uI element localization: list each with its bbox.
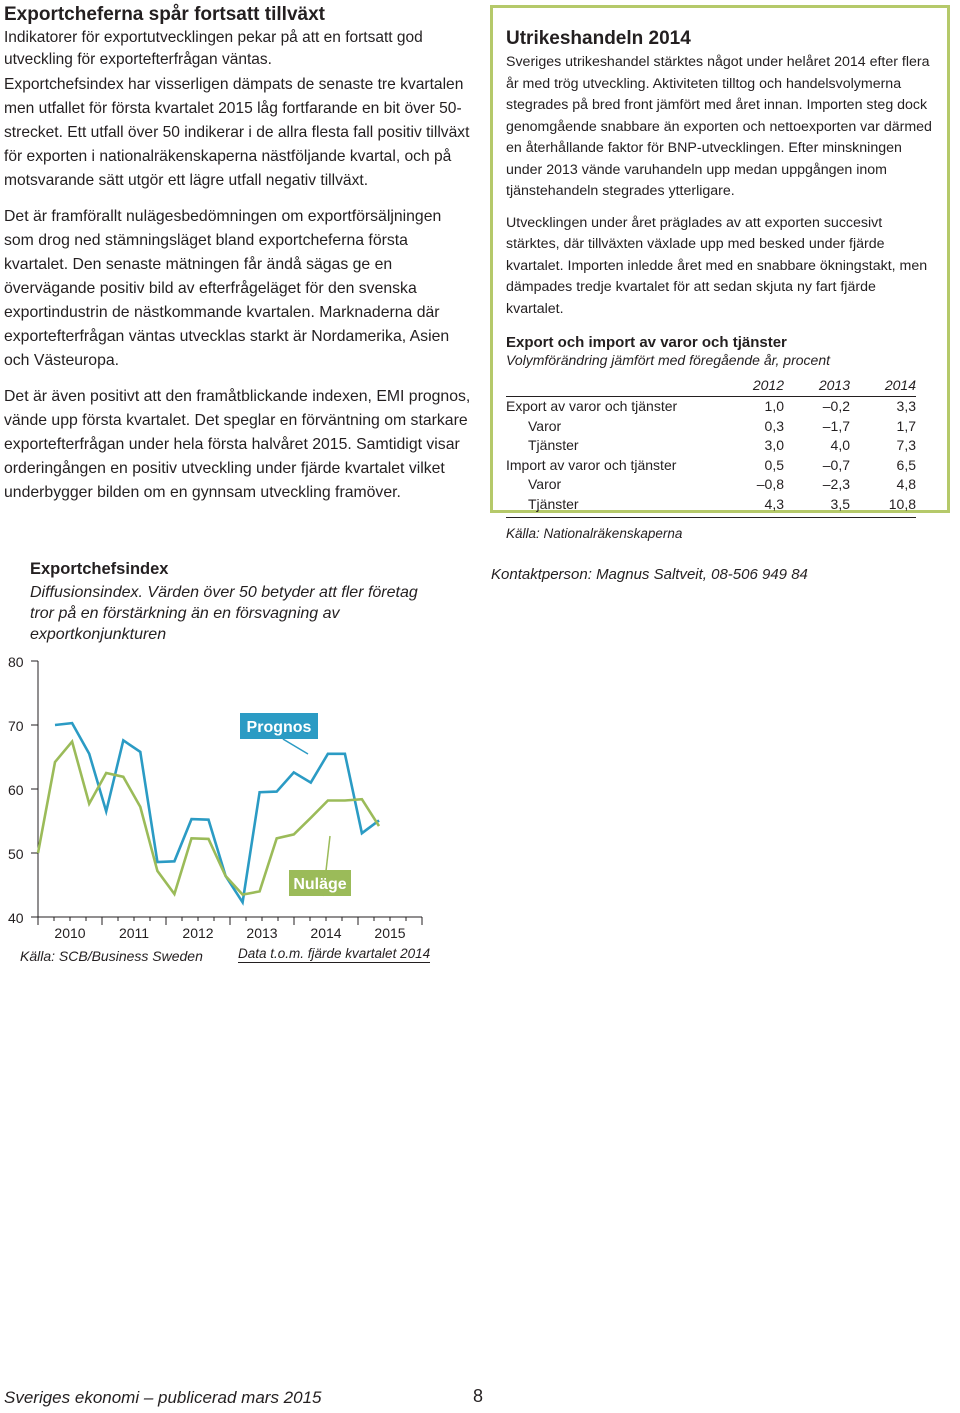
table-row bbox=[506, 436, 916, 456]
table-row bbox=[506, 397, 916, 417]
table-header-year: 2014 bbox=[850, 374, 916, 397]
y-tick-label: 60 bbox=[8, 782, 24, 798]
table-cell: 4,0 bbox=[830, 437, 850, 453]
table-cell: 4,8 bbox=[896, 476, 916, 492]
table-cell: 6,5 bbox=[896, 456, 916, 473]
table-cell: 3,5 bbox=[784, 495, 850, 518]
chart-subtitle: Diffusionsindex. Värden över 50 betyder att fler företag tror på en förstärkning än en försvagning av exportkonjunkturen bbox=[30, 584, 418, 643]
table-cell: 3,3 bbox=[896, 398, 916, 414]
table-row-label: Import av varor och tjänster bbox=[506, 456, 677, 473]
table-header-row bbox=[506, 374, 916, 397]
box-paragraph: Sveriges utrikeshandel stärktes något under helåret 2014 efter flera år med trög utveckling. Aktiviteten tilltog och handelsvolymerna stegrades på bred front jämfört med året innan. Importen steg dock genomgående snabbare än exporten och nettoexporten var därmed en återhållande faktor för BNP-utvecklingen. Efter minskningen under 2013 vände varuhandeln upp medan uppgången inom tjänstehandeln stegrades ytterligare. bbox=[506, 54, 932, 199]
table-cell: –1,7 bbox=[822, 417, 850, 434]
table-row-label: Tjänster bbox=[528, 437, 579, 453]
table-cell: –0,7 bbox=[822, 456, 850, 473]
chart-title: Exportchefsindex bbox=[30, 560, 169, 578]
table-row-label: Varor bbox=[528, 417, 562, 434]
x-tick-label: 2011 bbox=[118, 925, 150, 941]
article-title: Exportcheferna spår fortsatt tillväxt bbox=[4, 4, 325, 25]
chart-source: Källa: SCB/Business Sweden bbox=[20, 948, 203, 964]
x-tick-label: 2012 bbox=[182, 925, 214, 941]
table-subtitle: Volymförändring jämfört med föregående år, procent bbox=[506, 352, 830, 368]
label-prognos bbox=[240, 713, 318, 754]
label-prognos-text: Prognos bbox=[246, 719, 312, 736]
table-row-label: Tjänster bbox=[506, 495, 718, 518]
table-row bbox=[506, 456, 916, 476]
article-paragraph: Det är även positivt att den framåtblickande indexen, EMI prognos, vände upp första kvartalet. Det speglar en förväntning om starkare exportefterfrågan under hela första halvåret 2015. Samtidigt visar orderingången en positiv utveckling under fjärde kvartalet vilket underbygger bilden om en gynnsam utveckling framöver. bbox=[4, 388, 471, 501]
label-nulage-text: Nuläge bbox=[293, 876, 347, 893]
x-tick-label: 2013 bbox=[246, 925, 278, 941]
article-paragraph: Exportchefsindex har visserligen dämpats de senaste tre kvartalen men utfallet för första kvartalet 2015 låg fortfarande en bit över 50-strecket. Ett utfall över 50 indikerar i de allra flesta fall positiv tillväxt för exporten i nationalräkenskaperna nästföljande kvartal, och på motsvarande sätt utgör ett lägre utfall negativ tillväxt. bbox=[4, 76, 470, 189]
x-tick-label: 2010 bbox=[54, 925, 86, 941]
page-number: 8 bbox=[473, 1386, 484, 1406]
foreign-trade-box bbox=[490, 5, 950, 541]
box-paragraph: Utvecklingen under året präglades av att exporten succesivt stärktes, där tillväxten växlade upp med besked under fjärde kvartalet. Importen inledde året med en snabbare ökningstakt, men dämpades tredje kvartalet för att sedan skjuta ny fart fjärde kvartalet. bbox=[506, 214, 928, 317]
chart-data-note: Data t.o.m. fjärde kvartalet 2014 bbox=[238, 946, 431, 961]
table-cell: –2,3 bbox=[822, 476, 850, 492]
footer-publication: Sveriges ekonomi – publicerad mars 2015 bbox=[4, 1388, 322, 1407]
y-tick-label: 40 bbox=[8, 910, 24, 926]
table-row bbox=[506, 417, 916, 437]
table-cell: 3,0 bbox=[764, 437, 784, 453]
box-title: Utrikeshandeln 2014 bbox=[506, 28, 691, 49]
y-tick-label: 80 bbox=[8, 654, 24, 670]
table-cell: –0,8 bbox=[756, 476, 784, 492]
table-row-label: Export av varor och tjänster bbox=[506, 398, 678, 414]
article-paragraph: Det är framförallt nulägesbedömningen om exportförsäljningen som drog ned stämningsläget bland exportcheferna första kvartalet. Den senaste mätningen får ändå sägas ge en övervägande positiv bild av efterfrågeläget för den svenska exportindustrin de nästkommande kvartalen. Marknaderna där exportefterfrågan väntas utvecklas starkt är Nordamerika, Asien och Västeuropa. bbox=[4, 208, 450, 369]
export-index-chart bbox=[0, 556, 470, 976]
main-article bbox=[4, 0, 474, 517]
table-row bbox=[506, 495, 916, 518]
table-header-year: 2013 bbox=[784, 374, 850, 397]
table-row-label: Varor bbox=[528, 476, 562, 492]
table-cell: 1,7 bbox=[896, 417, 916, 434]
table-cell: 10,8 bbox=[850, 495, 916, 518]
table-header-year: 2012 bbox=[718, 374, 784, 397]
label-prognos-pointer bbox=[283, 739, 308, 754]
contact-person: Kontaktperson: Magnus Saltveit, 08-506 949 84 bbox=[491, 566, 808, 583]
table-cell: 0,3 bbox=[764, 417, 784, 434]
table-title: Export och import av varor och tjänster bbox=[506, 334, 787, 351]
table-cell: 0,5 bbox=[764, 456, 784, 473]
x-tick-label: 2015 bbox=[374, 925, 406, 941]
table-source: Källa: Nationalräkenskaperna bbox=[506, 526, 683, 541]
table-row bbox=[506, 475, 916, 495]
x-tick-label: 2014 bbox=[310, 925, 342, 941]
table-cell: –0,2 bbox=[822, 398, 850, 414]
label-nulage bbox=[289, 836, 351, 896]
trade-table bbox=[506, 374, 916, 518]
table-header-label bbox=[506, 374, 718, 397]
y-tick-label: 70 bbox=[8, 718, 24, 734]
table-cell: 1,0 bbox=[764, 398, 784, 414]
table-cell: 7,3 bbox=[896, 437, 916, 453]
y-tick-label: 50 bbox=[8, 846, 24, 862]
article-lead: Indikatorer för exportutvecklingen pekar på att en fortsatt god utveckling för exportefterfrågan väntas. bbox=[4, 29, 423, 68]
table-cell: 4,3 bbox=[718, 495, 784, 518]
